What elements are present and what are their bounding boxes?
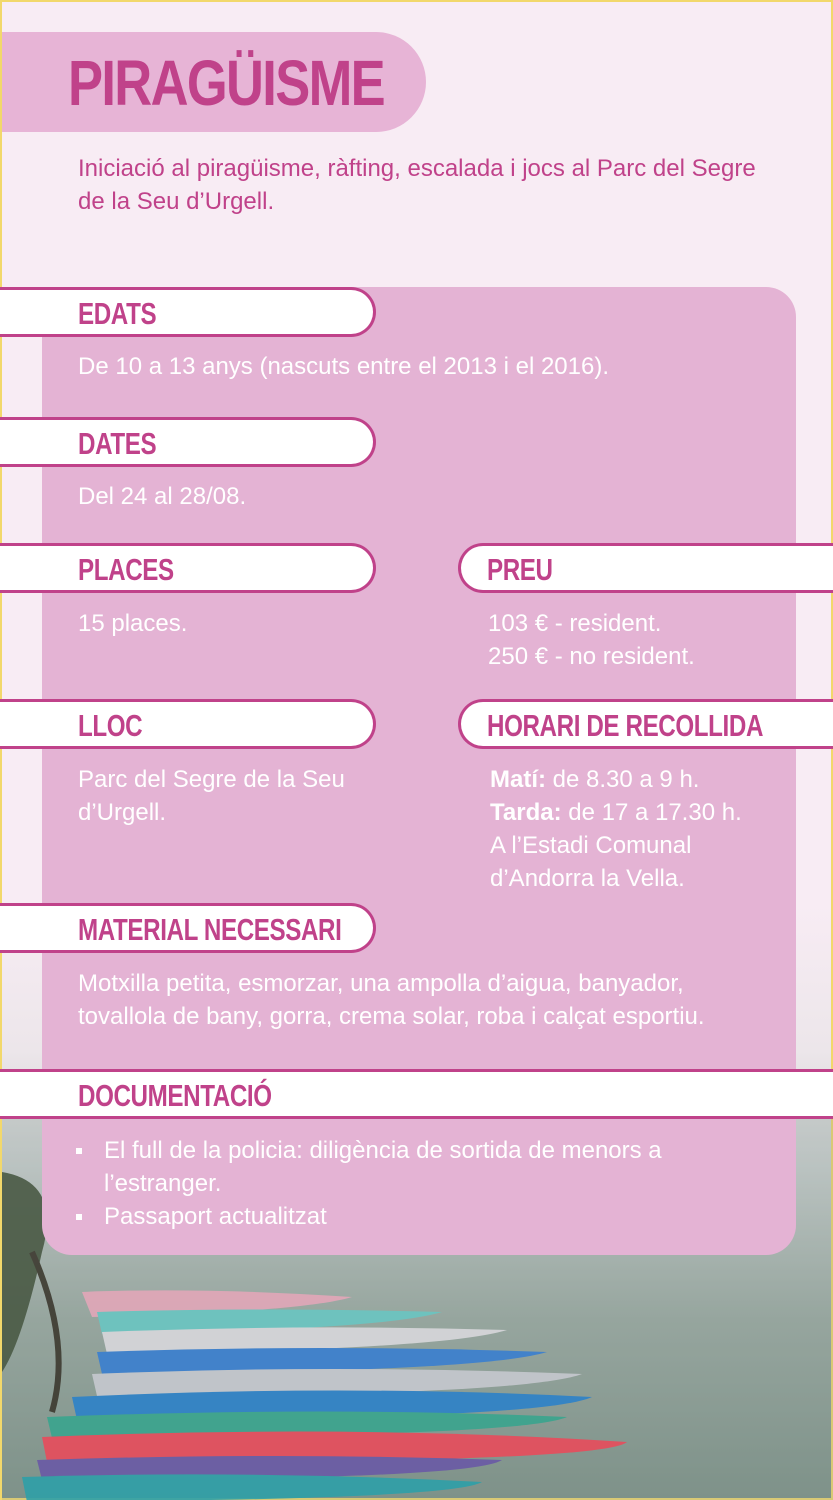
edats-text: De 10 a 13 anys (nascuts entre el 2013 i el 2016). — [78, 353, 609, 380]
list-item — [74, 1200, 774, 1233]
section-heading: LLOC — [78, 708, 143, 743]
section-heading: DATES — [78, 426, 157, 461]
horari-tarda — [490, 796, 742, 829]
preu-resident: 103 € - resident. — [488, 610, 662, 637]
section-heading: MATERIAL NECESSARI — [78, 912, 342, 947]
section-header-horari — [458, 699, 833, 749]
section-header-places — [0, 543, 376, 593]
list-item-line: El full de la policia: diligència de sortida de menors a — [104, 1137, 662, 1164]
section-header-edats — [0, 287, 376, 337]
horari-mati — [490, 763, 699, 796]
material-line-1: Motxilla petita, esmorzar, una ampolla d’aigua, banyador, — [78, 970, 684, 997]
section-header-material — [0, 903, 376, 953]
section-header-preu — [458, 543, 833, 593]
mati-label: Matí: — [490, 766, 546, 793]
preu-no-resident: 250 € - no resident. — [488, 643, 695, 670]
places-text: 15 places. — [78, 610, 188, 637]
material-line-2: tovallola de bany, gorra, crema solar, roba i calçat esportiu. — [78, 1003, 705, 1030]
section-header-lloc — [0, 699, 376, 749]
tarda-label: Tarda: — [490, 799, 562, 826]
section-heading: PREU — [487, 552, 553, 587]
horari-line-4: d’Andorra la Vella. — [490, 865, 685, 892]
lloc-line-2: d’Urgell. — [78, 799, 167, 826]
section-header-documentacio — [0, 1069, 833, 1119]
section-heading: PLACES — [78, 552, 174, 587]
dates-text: Del 24 al 28/08. — [78, 483, 247, 510]
page-title: PIRAGÜISME — [68, 47, 385, 119]
section-heading: HORARI DE RECOLLIDA — [487, 708, 764, 743]
horari-line-3: A l’Estadi Comunal — [490, 832, 692, 859]
list-item-line: l’estranger. — [104, 1170, 222, 1197]
section-header-dates — [0, 417, 376, 467]
list-item-line: Passaport actualitzat — [104, 1203, 327, 1230]
section-heading: EDATS — [78, 296, 157, 331]
list-item — [74, 1134, 774, 1200]
intro-text: Iniciació al piragüisme, ràfting, escalada i jocs al Parc del Segre de la Seu d’Urgell. — [78, 155, 756, 215]
documentacio-list — [74, 1134, 774, 1233]
tarda-value: de 17 a 17.30 h. — [561, 799, 742, 826]
lloc-line-1: Parc del Segre de la Seu — [78, 766, 345, 793]
section-heading: DOCUMENTACIÓ — [78, 1078, 272, 1113]
mati-value: de 8.30 a 9 h. — [546, 766, 700, 793]
